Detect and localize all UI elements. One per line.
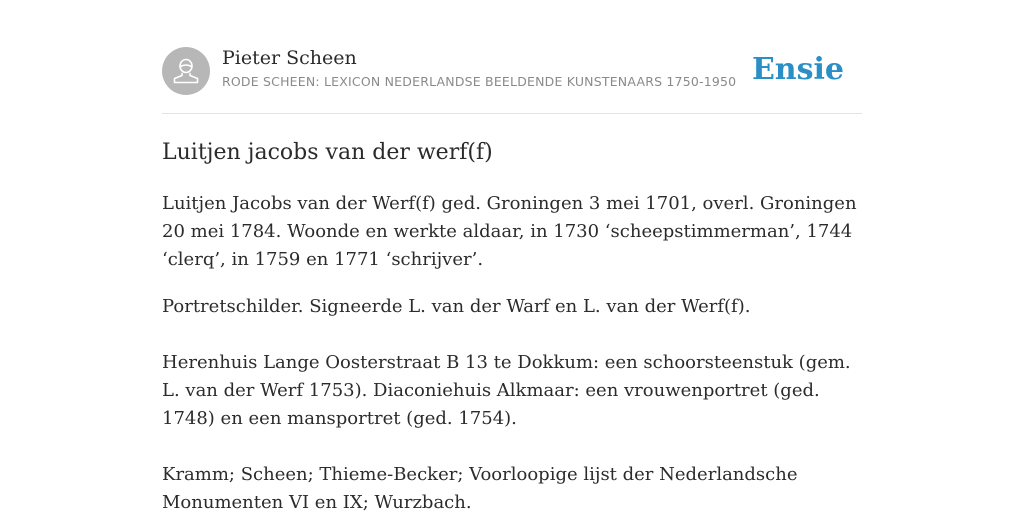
author-name[interactable]: Pieter Scheen	[222, 47, 357, 69]
paragraph-biography: Luitjen Jacobs van der Werf(f) ged. Groningen 3 mei 1701, overl. Groningen 20 mei 1784. Woonde en werkte aldaar, in 1730 ‘scheepstimmerman’, 1744 ‘clerq’, in 1759 en 1771 ‘schrijver’.	[162, 193, 857, 270]
author-avatar[interactable]	[162, 47, 210, 95]
ensie-logo[interactable]: Ensie	[751, 52, 844, 87]
article-body	[162, 190, 864, 512]
paragraph-works: Herenhuis Lange Oosterstraat B 13 te Dokkum: een schoorsteenstuk (gem. L. van der Werf 1753). Diaconiehuis Alkmaar: een vrouwenportret (ged. 1748) en een mansportret (ged. 1754).	[162, 352, 851, 429]
article-title: Luitjen jacobs van der werf(f)	[162, 140, 493, 165]
header-divider	[162, 113, 862, 114]
paragraph-references: Kramm; Scheen; Thieme-Becker; Voorloopige lijst der Nederlandsche Monumenten VI en IX; Wurzbach.	[162, 464, 798, 512]
user-icon	[162, 47, 210, 95]
article-card	[162, 0, 862, 512]
article-header	[162, 46, 862, 114]
source-title[interactable]: RODE SCHEEN: LEXICON NEDERLANDSE BEELDENDE KUNSTENAARS 1750-1950	[222, 74, 737, 89]
paragraph-description: Portretschilder. Signeerde L. van der Warf en L. van der Werf(f).	[162, 296, 751, 317]
